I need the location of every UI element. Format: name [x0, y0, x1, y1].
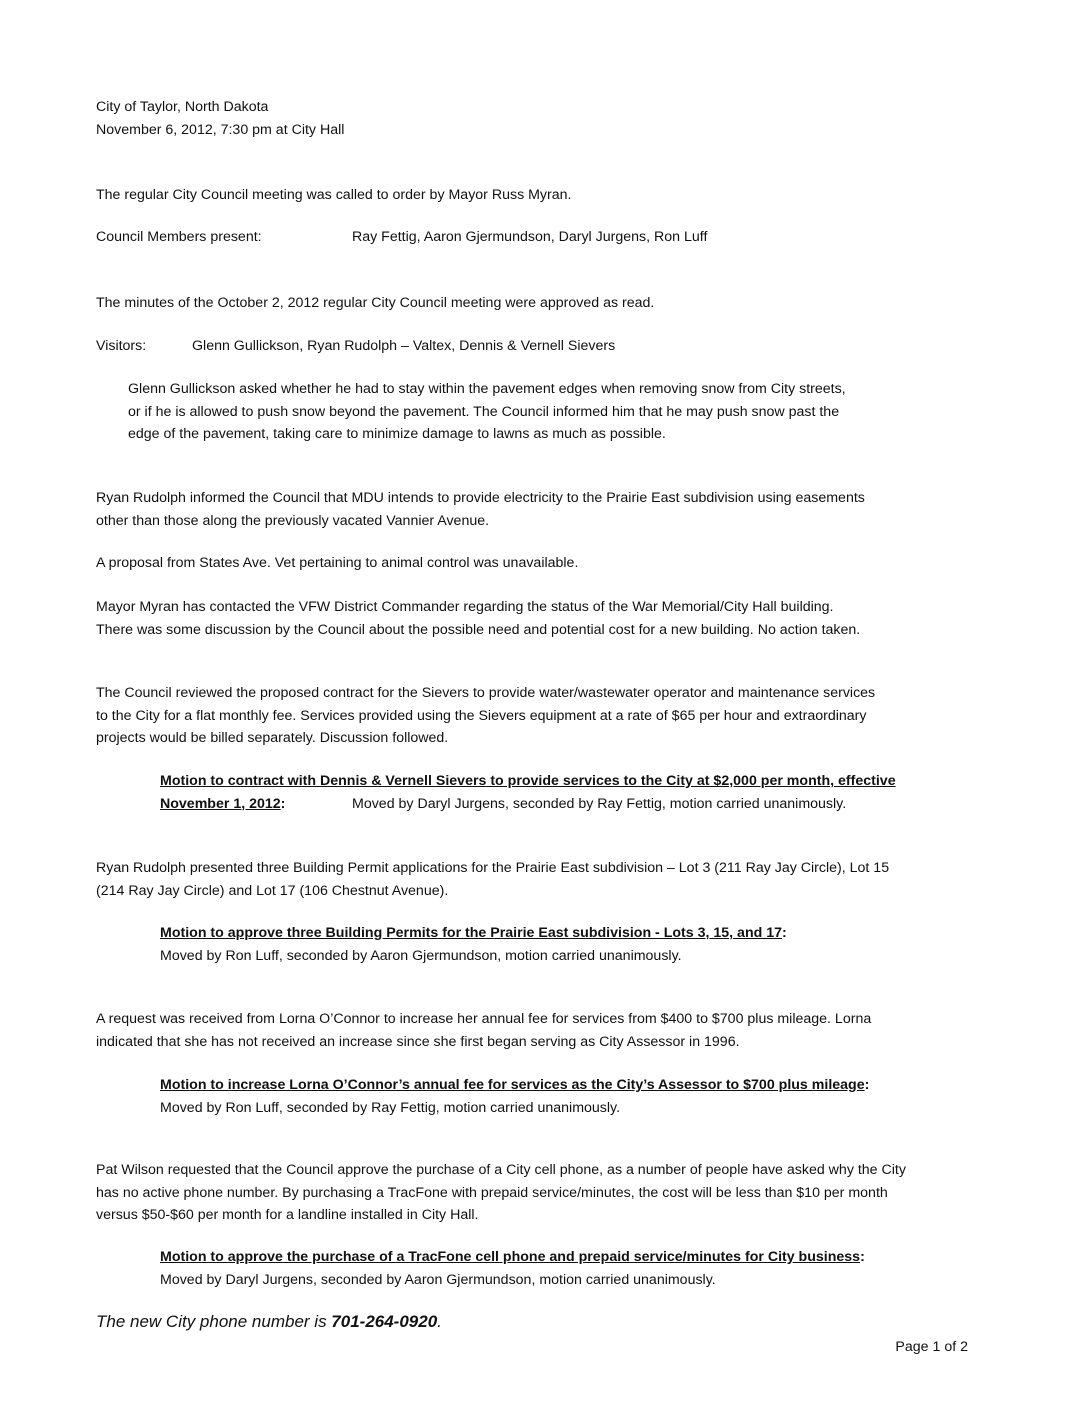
gullickson-paragraph: [128, 378, 846, 446]
motion-result: Moved by Daryl Jurgens, seconded by Aaron Gjermundson, motion carried unanimously.: [160, 1271, 716, 1288]
paragraph-line: Glenn Gullickson asked whether he had to stay within the pavement edges when removing snow from City streets,: [128, 381, 846, 397]
motion-result: Moved by Ron Luff, seconded by Ray Fettig, motion carried unanimously.: [160, 1099, 621, 1116]
paragraph-line: A request was received from Lorna O’Connor to increase her annual fee for services from $400 to $700 plus mileage. Lorna: [96, 1011, 872, 1027]
document-header: [96, 96, 344, 141]
paragraph-line: Mayor Myran has contacted the VFW District Commander regarding the status of the War Memorial/City Hall building.: [96, 599, 834, 615]
motion-title: Motion to approve the purchase of a TracFone cell phone and prepaid service/minutes for City business: [160, 1249, 861, 1265]
motion-assessor-fee: [160, 1074, 869, 1119]
header-date: November 6, 2012, 7:30 pm at City Hall: [96, 121, 345, 138]
paragraph-line: There was some discussion by the Council about the possible need and potential cost for a new building. No action taken.: [96, 621, 861, 638]
phone-number: 701-264-0920: [331, 1312, 438, 1331]
motion-cell-phone: [160, 1246, 865, 1291]
motion-colon: :: [864, 1077, 870, 1093]
motion-title: Motion to increase Lorna O’Connor’s annual fee for services as the City’s Assessor to $700 plus mileage: [160, 1077, 865, 1093]
call-to-order: The regular City Council meeting was called to order by Mayor Russ Myran.: [96, 187, 572, 203]
paragraph-line: to the City for a flat monthly fee. Services provided using the Sievers equipment at a rate of $65 per hour and extraordinary: [96, 707, 867, 724]
motion-colon: :: [860, 1249, 865, 1265]
motion-sievers: [160, 770, 1040, 815]
motion-title-row: [160, 1246, 865, 1269]
motion-title: Motion to contract with Dennis & Vernell Sievers to provide services to the City at $2,000 per month, effective: [160, 773, 896, 789]
motion-result: Moved by Ron Luff, seconded by Aaron Gjermundson, motion carried unanimously.: [160, 947, 682, 964]
paragraph-line: edge of the pavement, taking care to minimize damage to lawns as much as possible.: [128, 426, 666, 442]
paragraph-line: Pat Wilson requested that the Council approve the purchase of a City cell phone, as a number of people have asked why the City: [96, 1162, 906, 1178]
paragraph-line: indicated that she has not received an increase since she first began serving as City Assessor in 1996.: [96, 1033, 740, 1050]
header-city: City of Taylor, North Dakota: [96, 99, 269, 115]
motion-colon: :: [782, 925, 787, 941]
page-number: Page 1 of 2: [895, 1339, 968, 1355]
paragraph-line: The Council reviewed the proposed contract for the Sievers to provide water/wastewater operator and maintenance services: [96, 685, 876, 701]
motion-building-permits: [160, 922, 787, 967]
cell-phone-paragraph: [96, 1159, 906, 1227]
council-members-names: Ray Fettig, Aaron Gjermundson, Daryl Jurgens, Ron Luff: [352, 229, 708, 245]
motion-title-row: [160, 1074, 869, 1097]
motion-result: Moved by Daryl Jurgens, seconded by Ray Fettig, motion carried unanimously.: [352, 795, 847, 812]
building-permits-paragraph: [96, 857, 889, 902]
paragraph-line: versus $50-$60 per month for a landline installed in City Hall.: [96, 1207, 479, 1223]
motion-title-continued: November 1, 2012: [160, 795, 281, 812]
paragraph-line: Ryan Rudolph presented three Building Permit applications for the Prairie East subdivision – Lot 3 (211 Ray Jay Circle), Lot 15: [96, 860, 890, 876]
phone-note-suffix: .: [437, 1312, 442, 1331]
paragraph-line: other than those along the previously vacated Vannier Avenue.: [96, 512, 490, 529]
vfw-paragraph: [96, 596, 860, 641]
sievers-contract-paragraph: [96, 682, 875, 750]
paragraph-line: (214 Ray Jay Circle) and Lot 17 (106 Chestnut Avenue).: [96, 882, 449, 899]
motion-colon: :: [280, 795, 286, 812]
minutes-approval: The minutes of the October 2, 2012 regular City Council meeting were approved as read.: [96, 295, 655, 311]
visitors-row: [96, 335, 996, 358]
paragraph-line: projects would be billed separately. Discussion followed.: [96, 730, 449, 746]
new-phone-number-note: [96, 1311, 442, 1334]
motion-result-row: [160, 793, 1040, 816]
paragraph-line: or if he is allowed to push snow beyond the pavement. The Council informed him that he may push snow past the: [128, 403, 840, 420]
council-members-label: Council Members present:: [96, 229, 262, 245]
mdu-paragraph: [96, 487, 865, 532]
council-members-row: [96, 226, 996, 249]
visitors-label: Visitors:: [96, 338, 147, 354]
motion-title-row: [160, 922, 787, 945]
paragraph-line: Ryan Rudolph informed the Council that MDU intends to provide electricity to the Prairie East subdivision using easements: [96, 490, 865, 506]
assessor-paragraph: [96, 1008, 871, 1053]
phone-note-prefix: The new City phone number is: [96, 1312, 332, 1331]
animal-control-paragraph: A proposal from States Ave. Vet pertaining to animal control was unavailable.: [96, 555, 579, 571]
motion-title: Motion to approve three Building Permits for the Prairie East subdivision - Lots 3, 15, and 17: [160, 925, 782, 941]
visitors-names: Glenn Gullickson, Ryan Rudolph – Valtex, Dennis & Vernell Sievers: [192, 338, 616, 354]
paragraph-line: has no active phone number. By purchasing a TracFone with prepaid service/minutes, the cost will be less than $10 per month: [96, 1184, 888, 1201]
